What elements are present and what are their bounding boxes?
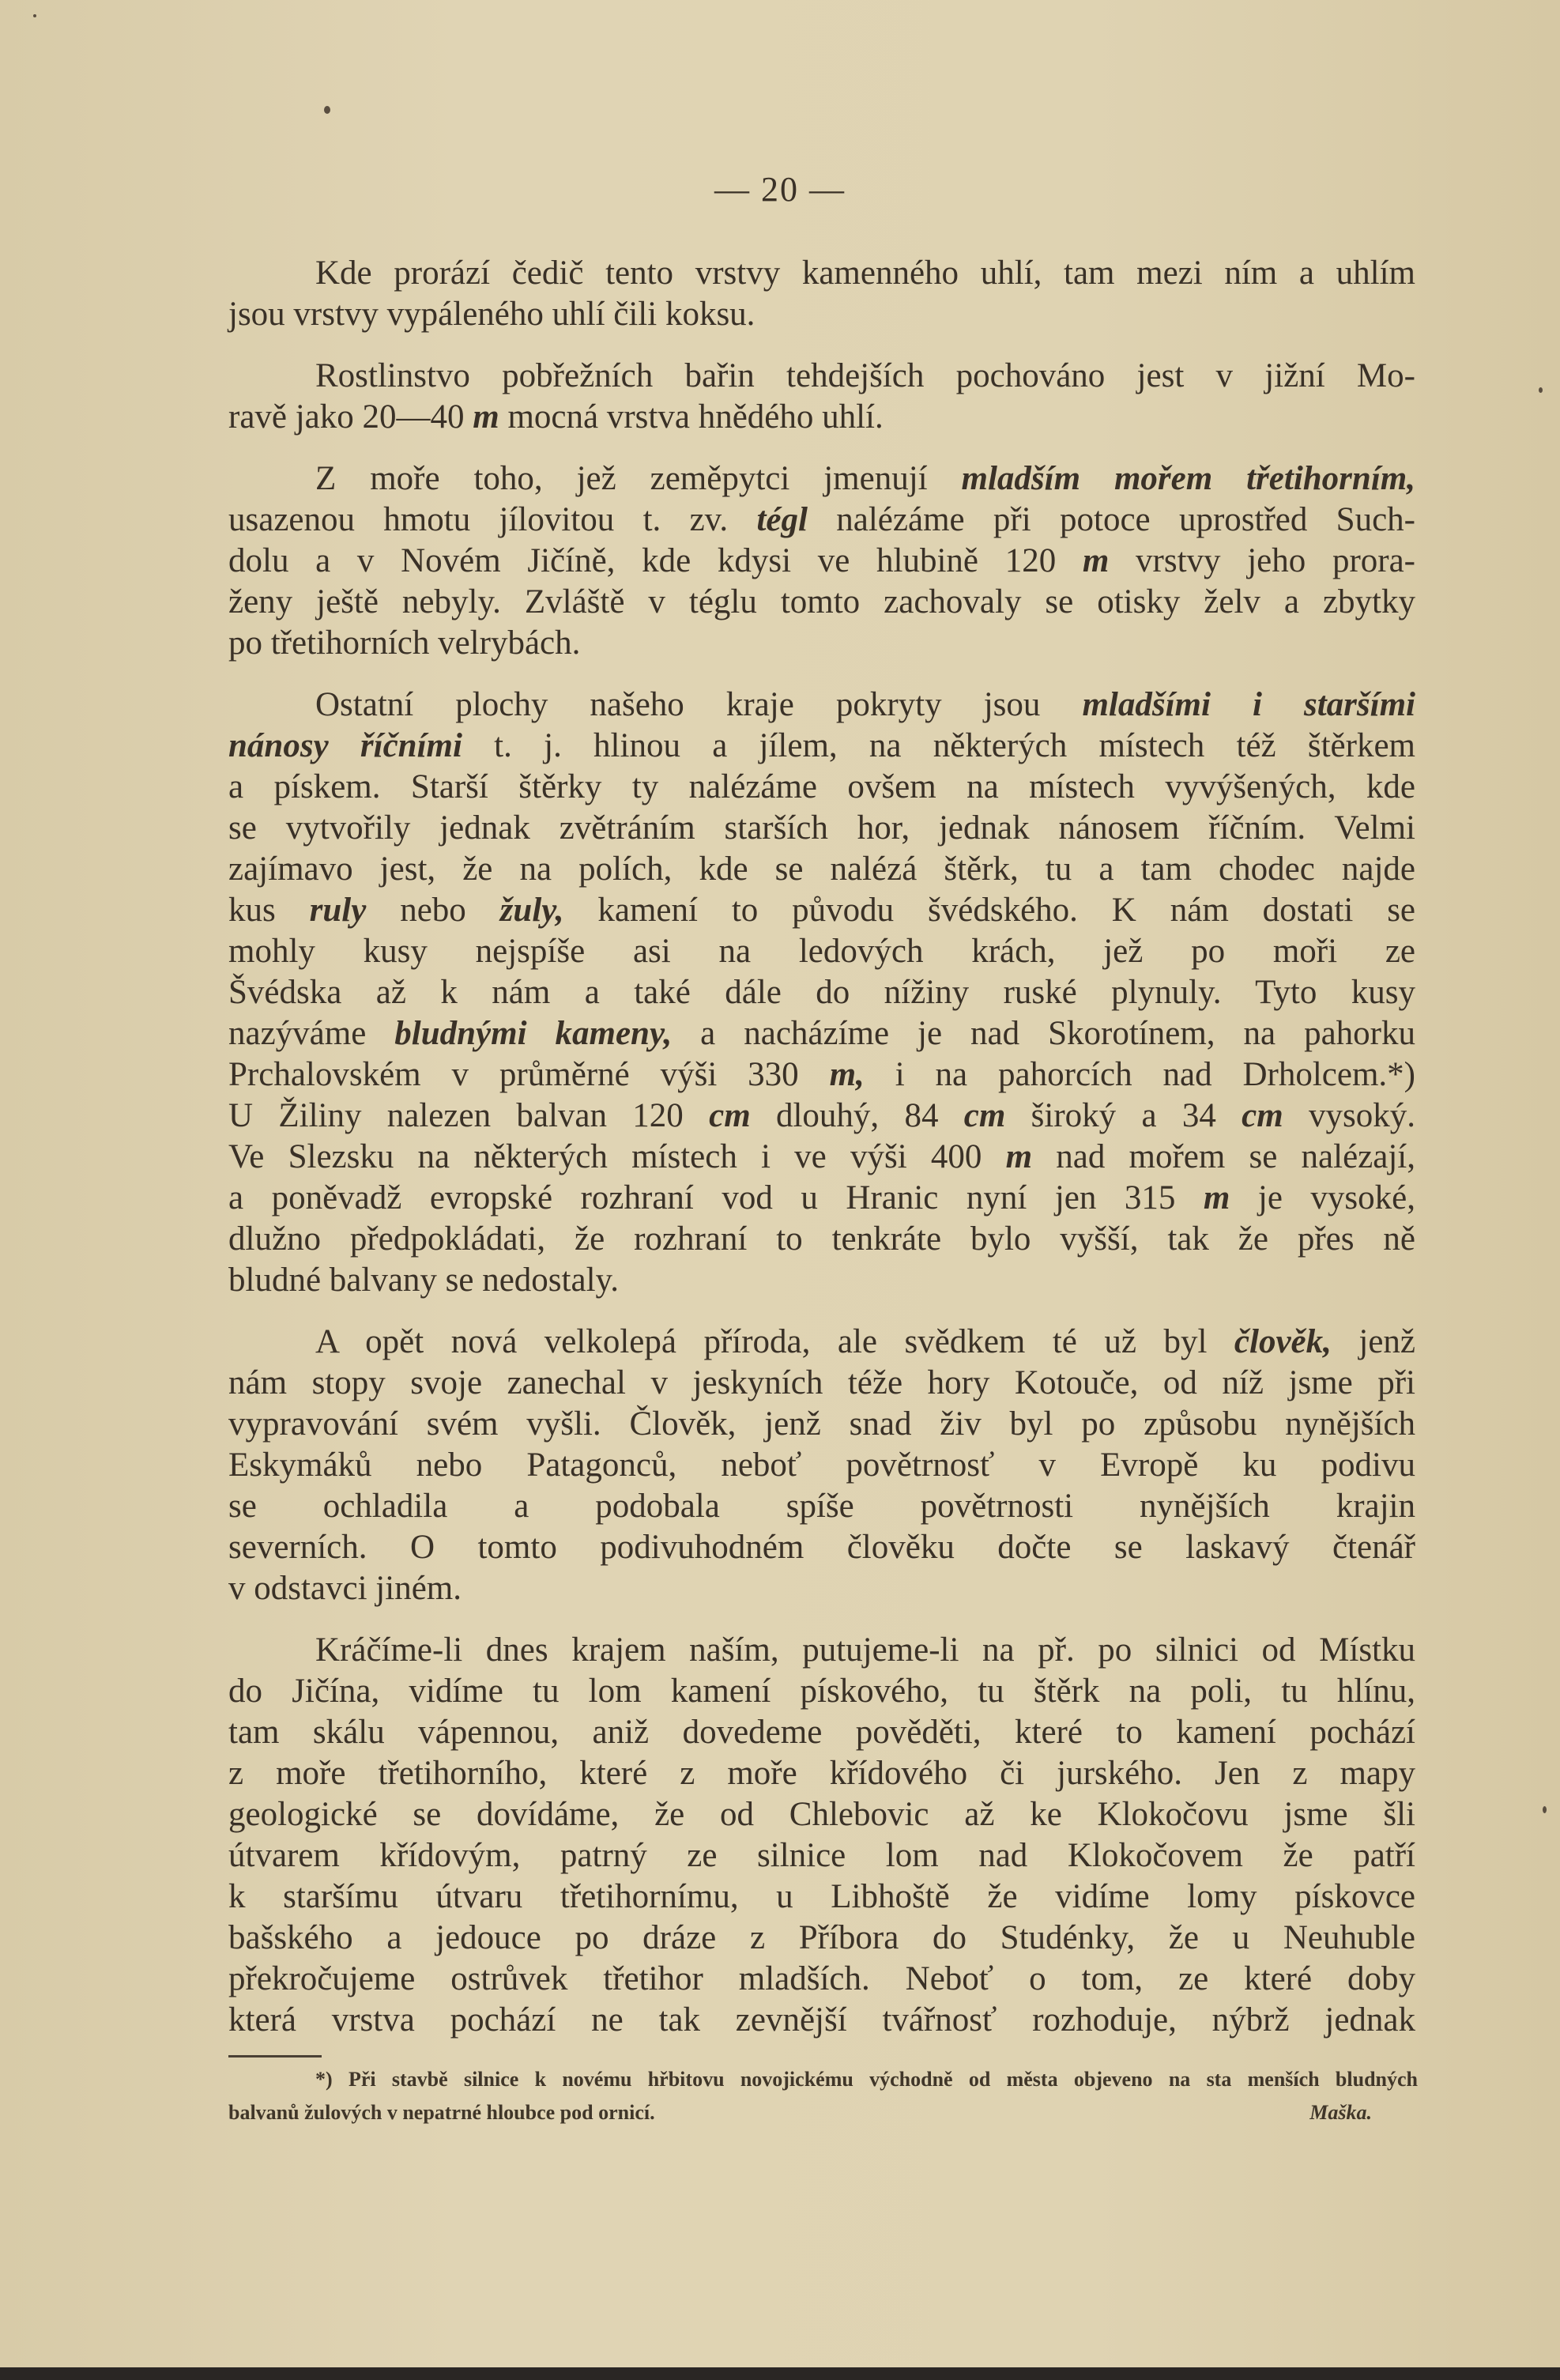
emphasized-text: tégl bbox=[756, 501, 808, 538]
text-line bbox=[228, 972, 1415, 1013]
text-line bbox=[228, 1835, 1415, 1876]
text-line bbox=[228, 1794, 1415, 1835]
text-segment: se ochladila a podobala spíše povětrnosti nynějších krajin bbox=[228, 1488, 1415, 1525]
text-segment: široký a 34 bbox=[1005, 1097, 1242, 1134]
text-line bbox=[228, 685, 1415, 726]
text-segment: usazenou hmotu jílovitou t. zv. bbox=[228, 501, 757, 538]
paragraph bbox=[228, 253, 1415, 335]
text-segment: po třetihorních velrybách. bbox=[228, 624, 581, 662]
emphasized-text: mladším mořem třetihorním, bbox=[961, 460, 1415, 497]
text-segment: mohly kusy nejspíše asi na ledových krách, jež po moři ze bbox=[228, 933, 1415, 970]
text-line bbox=[228, 1527, 1415, 1568]
emphasized-text: m, bbox=[829, 1056, 865, 1093]
text-segment: útvarem křídovým, patrný ze silnice lom nad Klokočovem že patří bbox=[228, 1837, 1415, 1874]
footnote-line bbox=[228, 2096, 1418, 2129]
text-line bbox=[228, 1486, 1415, 1527]
text-line bbox=[228, 294, 1415, 335]
text-line bbox=[228, 397, 1415, 438]
text-line bbox=[228, 623, 1415, 664]
emphasized-text: člověk, bbox=[1234, 1323, 1332, 1360]
text-line bbox=[228, 1630, 1415, 1671]
text-line bbox=[228, 1219, 1415, 1260]
text-segment: Z moře toho, jež zeměpytci jmenují bbox=[315, 460, 962, 497]
text-segment: zajímavo jest, že na polích, kde se nalézá štěrk, tu a tam chodec najde bbox=[228, 851, 1415, 888]
emphasized-text: cm bbox=[1242, 1097, 1283, 1134]
text-segment: severních. O tomto podivuhodném člověku dočte se laskavý čtenář bbox=[228, 1529, 1415, 1566]
paragraph bbox=[228, 685, 1415, 1301]
footnote-line: *) Při stavbě silnice k novému hřbitovu novojickému východně od města objeveno na sta menších bludných bbox=[315, 2068, 1418, 2091]
text-segment: U Žiliny nalezen balvan 120 bbox=[228, 1097, 710, 1134]
text-line bbox=[228, 1671, 1415, 1712]
text-line bbox=[228, 356, 1415, 397]
emphasized-text: cm bbox=[963, 1097, 1006, 1134]
body-text bbox=[228, 253, 1415, 2061]
text-segment: ženy ještě nebyly. Zvláště v téglu tomto zachovaly se otisky želv a zbytky bbox=[228, 583, 1415, 620]
text-segment: nalézáme při potoce uprostřed Such- bbox=[807, 501, 1415, 538]
emphasized-text: nánosy říčními bbox=[228, 727, 462, 764]
text-line bbox=[228, 726, 1415, 767]
scan-speck bbox=[1539, 387, 1543, 393]
text-line bbox=[228, 1096, 1415, 1137]
text-line bbox=[228, 1918, 1415, 1959]
footnote-text: balvanů žulových v nepatrné hloubce pod ornicí. bbox=[228, 2101, 655, 2124]
text-segment: dlouhý, 84 bbox=[750, 1097, 964, 1134]
text-segment: Prchalovském v průměrné výši 330 bbox=[228, 1056, 830, 1093]
text-segment: tam skálu vápennou, aniž dovedeme pověděti, které to kamení pochází bbox=[228, 1714, 1415, 1751]
emphasized-text: cm bbox=[709, 1097, 751, 1134]
text-segment: kamení to původu švédského. K nám dostati se bbox=[563, 892, 1416, 929]
text-segment: z moře třetihorního, které z moře křídového či jurského. Jen z mapy bbox=[228, 1755, 1415, 1792]
text-line bbox=[228, 931, 1415, 972]
paragraph bbox=[228, 1322, 1415, 1609]
text-segment: jsou vrstvy vypáleného uhlí čili koksu. bbox=[228, 296, 756, 333]
scan-border bbox=[0, 2367, 1560, 2380]
text-segment: a pískem. Starší štěrky ty nalézáme ovšem na místech vyvýšených, kde bbox=[228, 768, 1415, 805]
paragraph bbox=[228, 1630, 1415, 2041]
paragraph bbox=[228, 458, 1415, 664]
text-line bbox=[228, 890, 1415, 931]
text-segment: nad mořem se nalézají, bbox=[1032, 1138, 1415, 1175]
text-line bbox=[228, 1753, 1415, 1794]
text-segment: dlužno předpokládati, že rozhraní to tenkráte bylo vyšší, tak že přes ně bbox=[228, 1220, 1415, 1258]
footnote-signature: Maška. bbox=[1309, 2101, 1372, 2124]
page-number: — 20 — bbox=[714, 170, 846, 209]
paragraph bbox=[228, 356, 1415, 438]
text-segment: jenž bbox=[1331, 1323, 1415, 1360]
text-line bbox=[228, 767, 1415, 808]
text-segment: Rostlinstvo pobřežních bařin tehdejších pochováno jest v jižní Mo- bbox=[315, 357, 1415, 394]
text-segment: nebo bbox=[366, 892, 500, 929]
scan-speck bbox=[1543, 1806, 1547, 1813]
text-segment: a poněvadž evropské rozhraní vod u Hranic nyní jen 315 bbox=[228, 1179, 1204, 1216]
footnote-rule bbox=[228, 2055, 322, 2058]
text-segment: mocná vrstva hnědého uhlí. bbox=[499, 398, 884, 436]
text-segment: se vytvořily jednak zvětráním starších hor, jednak nánosem říčním. Velmi bbox=[228, 809, 1415, 847]
text-line bbox=[228, 500, 1415, 541]
text-line bbox=[228, 458, 1415, 500]
scan-speck bbox=[33, 14, 36, 17]
scan-speck bbox=[324, 106, 330, 114]
text-line bbox=[228, 1445, 1415, 1486]
text-line bbox=[228, 253, 1415, 294]
text-segment: i na pahorcích nad Drholcem.*) bbox=[864, 1056, 1415, 1093]
text-segment: Kráčíme-li dnes krajem naším, putujeme-li na př. po silnici od Místku bbox=[315, 1631, 1415, 1669]
text-line bbox=[228, 1322, 1415, 1363]
emphasized-text: m bbox=[1005, 1138, 1033, 1175]
text-segment: vrstvy jeho prora- bbox=[1109, 542, 1416, 579]
emphasized-text: žuly, bbox=[499, 892, 564, 929]
text-line bbox=[228, 1876, 1415, 1918]
text-segment: do Jičína, vidíme tu lom kamení pískového, tu štěrk na poli, tu hlínu, bbox=[228, 1673, 1415, 1710]
text-segment: v odstavci jiném. bbox=[228, 1570, 462, 1607]
text-line bbox=[228, 1712, 1415, 1753]
emphasized-text: bludnými kameny, bbox=[394, 1015, 673, 1052]
emphasized-text: m bbox=[473, 398, 499, 436]
text-segment: Kde prorází čedič tento vrstvy kamenného uhlí, tam mezi ním a uhlím bbox=[315, 255, 1415, 292]
text-segment: vypravování svém vyšli. Člověk, jenž snad živ byl po způsobu nynějších bbox=[228, 1405, 1415, 1443]
text-segment: Ve Slezsku na některých místech i ve výši 400 bbox=[228, 1138, 1006, 1175]
text-line bbox=[228, 1178, 1415, 1219]
text-segment: A opět nová velkolepá příroda, ale svědkem té už byl bbox=[315, 1323, 1234, 1360]
text-line bbox=[228, 1260, 1415, 1301]
text-line bbox=[228, 849, 1415, 890]
text-line bbox=[228, 1054, 1415, 1096]
text-line bbox=[228, 1013, 1415, 1054]
text-line bbox=[228, 2000, 1415, 2041]
text-segment: je vysoké, bbox=[1230, 1179, 1415, 1216]
text-line bbox=[228, 1404, 1415, 1445]
text-line bbox=[228, 1137, 1415, 1178]
text-segment: kus bbox=[228, 892, 310, 929]
emphasized-text: ruly bbox=[309, 892, 367, 929]
text-segment: vysoký. bbox=[1283, 1097, 1415, 1134]
footnote bbox=[228, 2063, 1418, 2129]
text-line bbox=[228, 1568, 1415, 1609]
text-segment: nám stopy svoje zanechal v jeskyních téže hory Kotouče, od níž jsme při bbox=[228, 1364, 1415, 1401]
text-segment: Švédska až k nám a také dále do nížiny ruské plynuly. Tyto kusy bbox=[228, 974, 1415, 1011]
text-segment: dolu a v Novém Jičíně, kde kdysi ve hlubině 120 bbox=[228, 542, 1083, 579]
text-segment: bašského a jedouce po dráze z Příbora do Studénky, že u Neuhuble bbox=[228, 1919, 1415, 1956]
text-segment: k staršímu útvaru třetihornímu, u Libhoště že vidíme lomy pískovce bbox=[228, 1878, 1415, 1915]
text-line bbox=[228, 1959, 1415, 2000]
emphasized-text: m bbox=[1203, 1179, 1230, 1216]
text-segment: t. j. hlinou a jílem, na některých místech též štěrkem bbox=[462, 727, 1415, 764]
text-segment: ravě jako 20—40 bbox=[228, 398, 473, 436]
text-segment: která vrstva pochází ne tak zevnější tvářnosť rozhoduje, nýbrž jednak bbox=[228, 2001, 1415, 2039]
text-segment: bludné balvany se nedostaly. bbox=[228, 1262, 619, 1299]
emphasized-text: mladšími i staršími bbox=[1082, 686, 1415, 723]
emphasized-text: m bbox=[1082, 542, 1110, 579]
text-line bbox=[228, 808, 1415, 849]
text-segment: a nacházíme je nad Skorotínem, na pahorku bbox=[672, 1015, 1415, 1052]
text-segment: překročujeme ostrůvek třetihor mladších. Neboť o tom, ze které doby bbox=[228, 1960, 1415, 1997]
text-line bbox=[228, 1363, 1415, 1404]
text-segment: nazýváme bbox=[228, 1015, 395, 1052]
text-line bbox=[228, 582, 1415, 623]
text-segment: Ostatní plochy našeho kraje pokryty jsou bbox=[315, 686, 1083, 723]
text-line bbox=[228, 541, 1415, 582]
text-segment: geologické se dovídáme, že od Chlebovic až ke Klokočovu jsme šli bbox=[228, 1796, 1415, 1833]
text-segment: Eskymáků nebo Patagonců, neboť povětrnosť v Evropě ku podivu bbox=[228, 1446, 1415, 1484]
